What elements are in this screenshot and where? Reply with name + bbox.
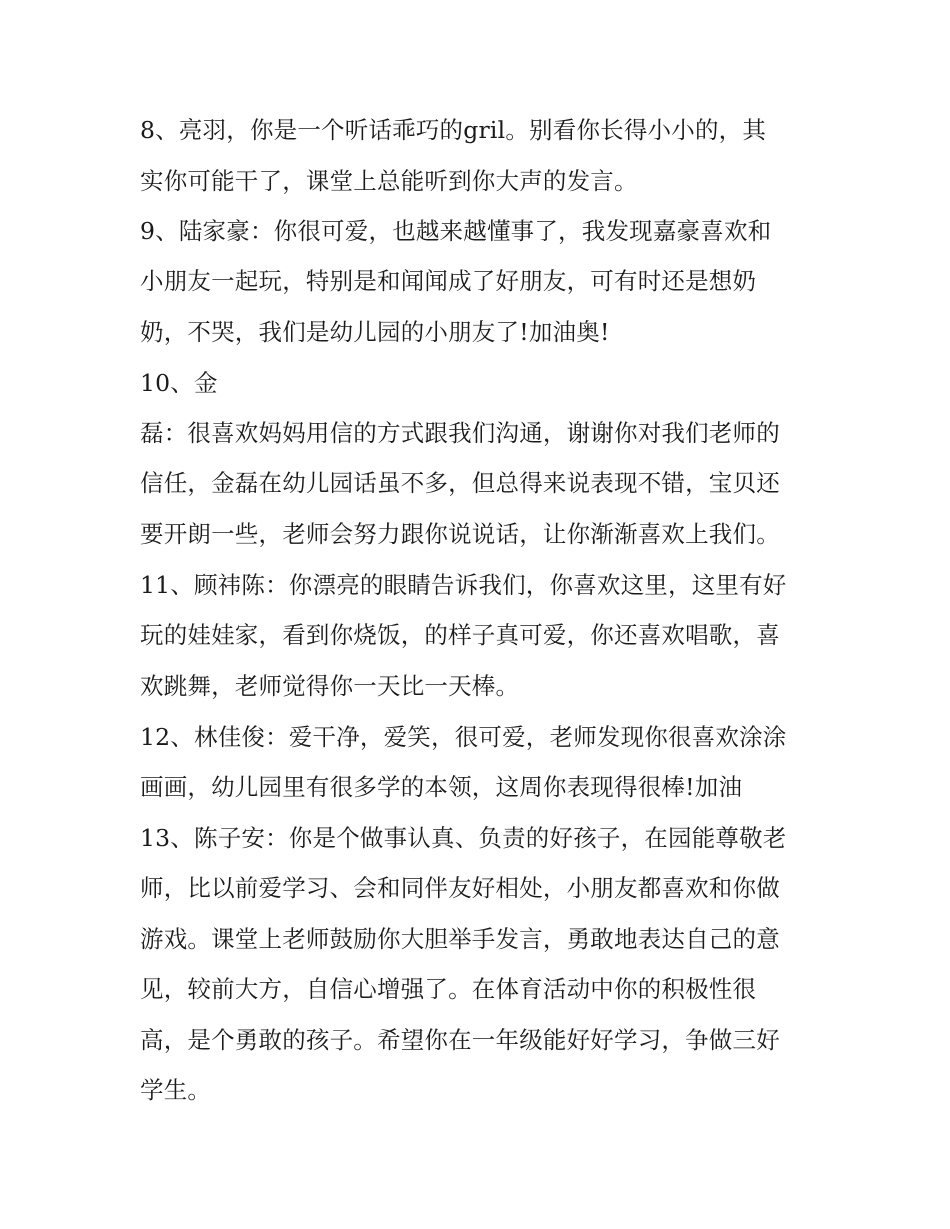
text-line: 玩的娃娃家，看到你烧饭，的样子真可爱，你还喜欢唱歌，喜 — [140, 621, 780, 649]
text-line: 奶，不哭，我们是幼儿园的小朋友了!加油奥! — [140, 318, 610, 346]
text-line: 欢跳舞，老师觉得你一天比一天棒。 — [140, 672, 520, 700]
text-line: 师，比以前爱学习、会和同伴友好相处，小朋友都喜欢和你做 — [140, 874, 780, 902]
text-line: 信任，金磊在幼儿园话虽不多，但总得来说表现不错，宝贝还 — [140, 469, 780, 497]
text-line: 8、亮羽，你是一个听话乖巧的gril。别看你长得小小的，其 — [140, 116, 767, 144]
text-line: 实你可能干了，课堂上总能听到你大声的发言。 — [140, 167, 638, 195]
text-line: 游戏。课堂上老师鼓励你大胆举手发言，勇敢地表达自己的意 — [140, 925, 780, 953]
text-line: 11、顾祎陈：你漂亮的眼睛告诉我们，你喜欢这里，这里有好 — [140, 571, 787, 599]
text-line: 画画，幼儿园里有很多学的本领，这周你表现得很棒!加油 — [140, 773, 743, 801]
text-line: 高，是个勇敢的孩子。希望你在一年级能好好学习，争做三好 — [140, 1026, 780, 1054]
text-line: 9、陆家豪：你很可爱，也越来越懂事了，我发现嘉豪喜欢和 — [140, 217, 772, 245]
text-line: 见，较前大方，自信心增强了。在体育活动中你的积极性很 — [140, 975, 757, 1003]
text-line: 要开朗一些，老师会努力跟你说说话，让你渐渐喜欢上我们。 — [140, 520, 780, 548]
text-line: 小朋友一起玩，特别是和闻闻成了好朋友，可有时还是想奶 — [140, 267, 757, 295]
text-line: 12、林佳俊：爱干净，爱笑，很可爱，老师发现你很喜欢涂涂 — [140, 723, 787, 751]
text-line: 磊：很喜欢妈妈用信的方式跟我们沟通，谢谢你对我们老师的 — [140, 419, 780, 447]
text-line: 10、金 — [140, 369, 218, 397]
text-line: 学生。 — [140, 1076, 212, 1104]
text-line: 13、陈子安：你是个做事认真、负责的好孩子，在园能尊敬老 — [140, 824, 787, 852]
